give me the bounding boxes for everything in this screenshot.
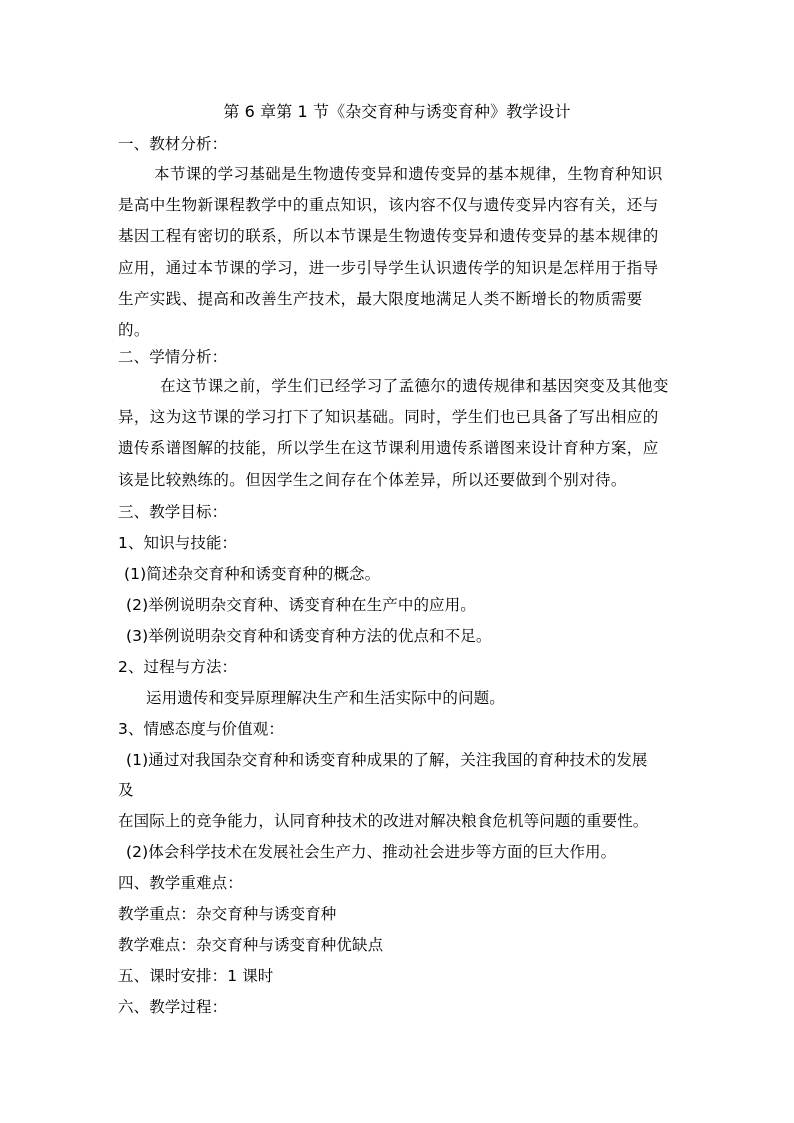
paragraph-line: 基因工程有密切的联系，所以本节课是生物遗传变异和遗传变异的基本规律的	[118, 227, 659, 246]
attitude-item-line: (1)通过对我国杂交育种和诱变育种成果的了解，关注我国的育种技术的发展	[126, 751, 648, 769]
document-title: 第 6 章第 1 节《杂交育种与诱变育种》教学设计	[223, 102, 571, 121]
goal-item: (2)举例说明杂交育种、诱变育种在生产中的应用。	[126, 596, 476, 614]
paragraph-textbook-analysis	[118, 159, 678, 346]
goal-item: (3)举例说明杂交育种和诱变育种方法的优点和不足。	[126, 627, 492, 645]
section-heading-key-difficult-points: 四、教学重难点：	[118, 874, 243, 892]
attitude-item-line: 在国际上的竞争能力，认同育种技术的改进对解决粮食危机等问题的重要性。	[118, 812, 649, 830]
paragraph-line: 在这节课之前，学生们已经学习了孟德尔的遗传规律和基因突变及其他变	[160, 377, 669, 395]
attitude-item: (2)体会科学技术在发展社会生产力、推动社会进步等方面的巨大作用。	[126, 843, 617, 861]
paragraph-line: 异，这为这节课的学习打下了知识基础。同时，学生们也已具备了写出相应的	[118, 408, 659, 427]
subheading-knowledge-skills: 1、知识与技能：	[118, 534, 238, 552]
goal-item: (1)简述杂交育种和诱变育种的概念。	[124, 565, 381, 583]
paragraph-line: 的。	[118, 321, 150, 340]
paragraph-line: 本节课的学习基础是生物遗传变异和遗传变异的基本规律，生物育种知识	[154, 165, 663, 183]
subheading-process-methods: 2、过程与方法：	[118, 658, 238, 676]
key-point: 教学重点：杂交育种与诱变育种	[118, 905, 337, 923]
section-heading-textbook-analysis: 一、教材分析：	[118, 135, 228, 153]
attitude-item-line: 及	[118, 781, 134, 799]
paragraph-line: 是高中生物新课程教学中的重点知识，该内容不仅与遗传变异内容有关，还与	[118, 196, 659, 215]
paragraph-line: 该是比较熟练的。但因学生之间存在个体差异，所以还要做到个别对待。	[118, 470, 627, 489]
section-heading-class-hours: 五、课时安排：1 课时	[118, 967, 274, 985]
section-heading-student-analysis: 二、学情分析：	[118, 348, 228, 366]
paragraph-line: 应用，通过本节课的学习，进一步引导学生认识遗传学的知识是怎样用于指导	[118, 258, 659, 277]
section-heading-teaching-process: 六、教学过程：	[118, 998, 228, 1016]
section-heading-teaching-goals: 三、教学目标：	[118, 503, 228, 521]
paragraph-line: 生产实践、提高和改善生产技术，最大限度地满足人类不断增长的物质需要	[118, 289, 643, 308]
process-methods-text: 运用遗传和变异原理解决生产和生活实际中的问题。	[146, 689, 505, 707]
paragraph-line: 遗传系谱图解的技能，所以学生在这节课利用遗传系谱图来设计育种方案，应	[118, 439, 659, 458]
paragraph-student-analysis	[118, 371, 678, 496]
difficult-point: 教学难点：杂交育种与诱变育种优缺点	[118, 936, 384, 954]
subheading-attitudes-values: 3、情感态度与价值观：	[118, 720, 284, 738]
